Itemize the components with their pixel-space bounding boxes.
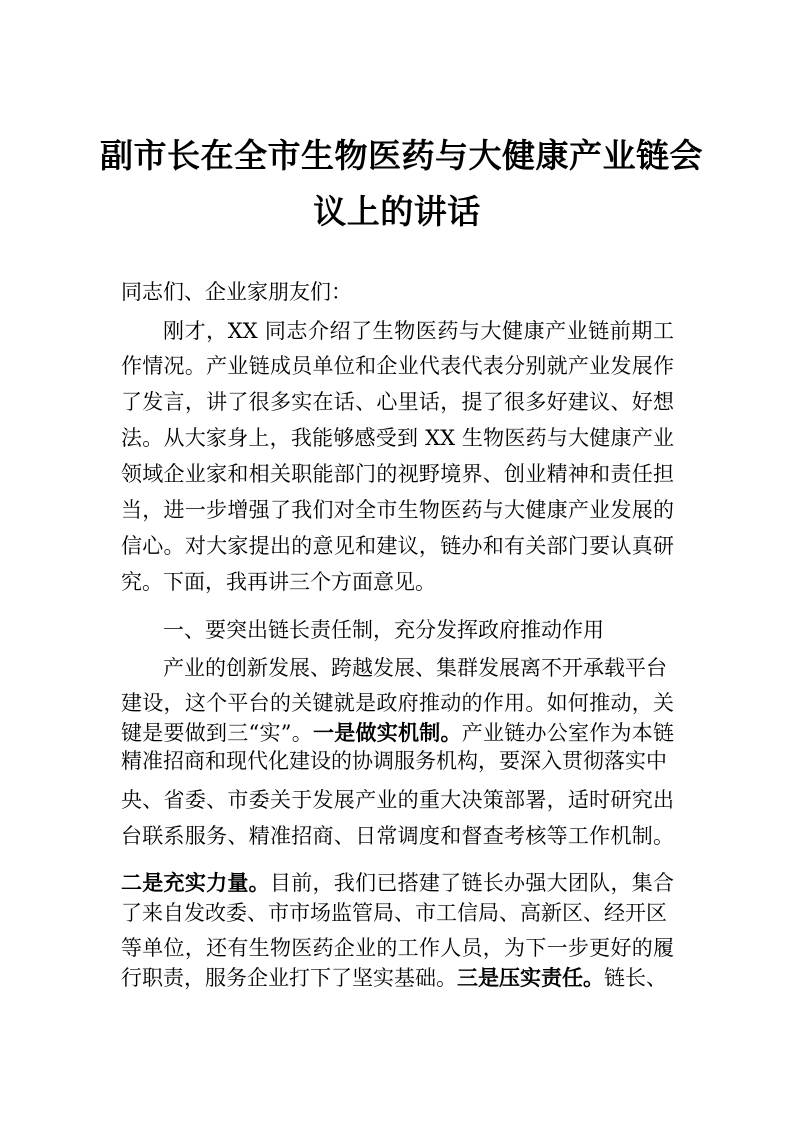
text-run: 链长、 bbox=[604, 966, 667, 990]
paragraph-line: 等单位，还有生物医药企业的工作人员，为下一步更好的履 bbox=[121, 936, 674, 960]
section-heading: 一、要突出链长责任制，充分发挥政府推动作用 bbox=[163, 618, 604, 642]
paragraph-line: 领域企业家和相关职能部门的视野境界、创业精神和责任担 bbox=[121, 462, 674, 486]
title-line-1: 副市长在全市生物医药与大健康产业链会 bbox=[100, 136, 703, 175]
text-run: 键是要做到三“实”。 bbox=[121, 721, 313, 745]
paragraph-line: 了发言，讲了很多实在话、心里话，提了很多好建议、好想 bbox=[121, 390, 674, 414]
text-run: 目前，我们已搭建了链长办强大团队，集合 bbox=[269, 871, 674, 895]
paragraph-line: 法。从大家身上，我能够感受到 XX 生物医药与大健康产业 bbox=[121, 426, 674, 450]
paragraph-line: 究。下面，我再讲三个方面意见。 bbox=[121, 570, 436, 594]
bold-keyphrase: 二是充实力量。 bbox=[121, 871, 270, 895]
paragraph-line: 产业的创新发展、跨越发展、集群发展离不开承载平台 bbox=[163, 656, 667, 680]
paragraph-line: 央、省委、市委关于发展产业的重大决策部署，适时研究出 bbox=[121, 788, 674, 812]
paragraph-line: 建设，这个平台的关键就是政府推动的作用。如何推动，关 bbox=[121, 691, 674, 715]
title-line-2: 议上的讲话 bbox=[313, 192, 481, 231]
paragraph-line-mixed bbox=[121, 963, 674, 993]
paragraph-line: 台联系服务、精准招商、日常调度和督查考核等工作机制。 bbox=[121, 824, 674, 848]
paragraph-line-mixed bbox=[121, 868, 674, 898]
paragraph-line: 刚才，XX 同志介绍了生物医药与大健康产业链前期工 bbox=[163, 319, 674, 343]
paragraph-line: 当，进一步增强了我们对全市生物医药与大健康产业发展的 bbox=[121, 498, 674, 522]
paragraph-line: 了来自发改委、市市场监管局、市工信局、高新区、经开区 bbox=[121, 901, 667, 925]
paragraph-line-mixed bbox=[121, 718, 674, 748]
salutation: 同志们、企业家朋友们： bbox=[121, 280, 352, 304]
bold-keyphrase: 一是做实机制。 bbox=[312, 721, 462, 745]
text-run: 行职责，服务企业打下了坚实基础。 bbox=[121, 966, 457, 990]
paragraph-line: 作情况。产业链成员单位和企业代表代表分别就产业发展作 bbox=[121, 354, 674, 378]
paragraph-line: 精准招商和现代化建设的协调服务机构，要深入贯彻落实中 bbox=[121, 749, 667, 773]
bold-keyphrase: 三是压实责任。 bbox=[457, 966, 604, 990]
paragraph-line: 信心。对大家提出的意见和建议，链办和有关部门要认真研 bbox=[121, 534, 674, 558]
text-run: 产业链办公室作为本链 bbox=[461, 721, 674, 745]
